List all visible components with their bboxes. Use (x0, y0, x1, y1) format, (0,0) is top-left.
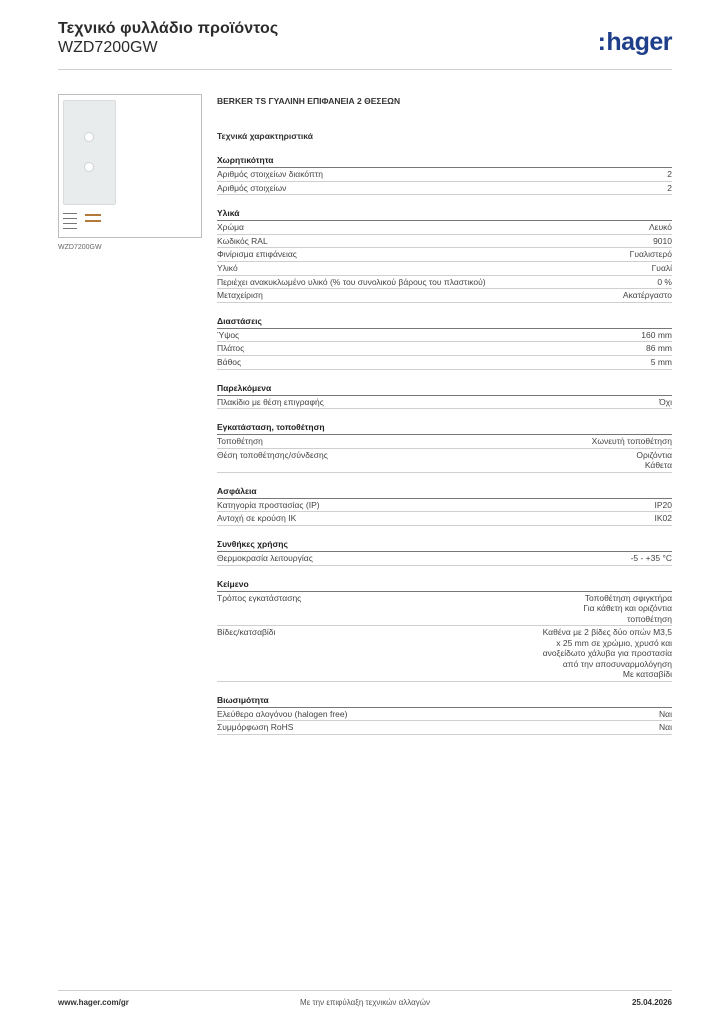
spec-value: Ναι (659, 722, 672, 733)
spec-value: 2 (667, 169, 672, 179)
footer-date: 25.04.2026 (631, 998, 672, 1007)
plate-hole-top (84, 132, 94, 142)
spec-value: -5 - +35 °C (630, 552, 672, 563)
spec-value: IP20 (654, 499, 672, 510)
page-header (58, 20, 672, 70)
thumbnail-caption: WZD7200GW (58, 244, 102, 251)
spec-value: Ακατέργαστο (622, 290, 672, 301)
spec-label: Τοποθέτηση (217, 436, 263, 447)
dimension-lines-icon (63, 213, 77, 233)
spec-group-title: Ασφάλεια (217, 486, 672, 499)
spec-group-title: Βιωσιμότητα (217, 695, 672, 708)
spec-value: Ναι (659, 708, 672, 719)
header-divider (58, 69, 672, 70)
spec-group-title: Παρελκόμενα (217, 383, 672, 396)
spec-row (217, 499, 672, 513)
spec-label: Συμμόρφωση RoHS (217, 722, 294, 733)
spec-row (217, 276, 672, 290)
spec-value: Τοποθέτηση σφιγκτήρα Για κάθετη και οριζόντια τοποθέτηση (583, 592, 672, 624)
spec-row (217, 221, 672, 235)
spec-label: Πλακίδιο με θέση επιγραφής (217, 396, 324, 407)
spec-group-title: Συνθήκες χρήσης (217, 539, 672, 552)
spec-value: 5 mm (650, 356, 672, 367)
logo-dots: : (597, 28, 606, 56)
spec-group-title: Διαστάσεις (217, 316, 672, 329)
spec-label: Ελεύθερο αλογόνου (halogen free) (217, 708, 348, 719)
glass-plate-image (63, 100, 116, 205)
spec-label: Περιέχει ανακυκλωμένο υλικό (% του συνολικού βάρους του πλαστικού) (217, 276, 486, 287)
spec-value: Όχι (659, 396, 672, 407)
spec-label: Τρόπος εγκατάστασης (217, 592, 302, 603)
spec-row (217, 262, 672, 276)
spec-value: Χωνευτή τοποθέτηση (591, 436, 672, 447)
spec-row (217, 356, 672, 370)
spec-group (217, 316, 672, 370)
spec-label: Θερμοκρασία λειτουργίας (217, 552, 313, 563)
spec-group (217, 208, 672, 303)
spec-content (217, 96, 672, 735)
spec-group-title: Χωρητικότητα (217, 155, 672, 168)
plate-hole-bottom (84, 162, 94, 172)
spec-group (217, 422, 672, 473)
spec-label: Αντοχή σε κρούση IK (217, 513, 297, 524)
spec-value: 9010 (653, 235, 672, 246)
spec-label: Χρώμα (217, 222, 244, 233)
spec-row (217, 168, 672, 182)
screw-icon (85, 214, 101, 228)
spec-group (217, 383, 672, 410)
spec-group-title: Υλικά (217, 208, 672, 221)
spec-value: IK02 (654, 513, 672, 524)
spec-row (217, 592, 672, 627)
spec-row (217, 626, 672, 682)
spec-row (217, 235, 672, 249)
spec-label: Κατηγορία προστασίας (IP) (217, 499, 320, 510)
spec-row (217, 342, 672, 356)
spec-label: Θέση τοποθέτησης/σύνδεσης (217, 449, 328, 460)
spec-value: 2 (667, 182, 672, 193)
spec-group-title: Εγκατάσταση, τοποθέτηση (217, 422, 672, 435)
product-thumbnail (58, 94, 202, 238)
spec-group (217, 579, 672, 682)
spec-value: 160 mm (641, 329, 672, 340)
product-title: BERKER TS ΓΥΑΛΙΝΗ ΕΠΙΦΑΝΕΙΑ 2 ΘΕΣΕΩΝ (217, 96, 401, 106)
footer-divider (58, 990, 672, 991)
spec-groups (217, 155, 672, 735)
spec-label: Βίδες/κατσαβίδι (217, 627, 276, 637)
spec-group-title: Κείμενο (217, 579, 672, 592)
footer-note: Με την επιφύλαξη τεχνικών αλλαγών (300, 998, 430, 1007)
spec-value: 0 % (657, 276, 672, 287)
spec-group (217, 155, 672, 195)
logo-text: hager (606, 28, 672, 56)
spec-group (217, 695, 672, 735)
page-footer (58, 998, 672, 1010)
spec-row (217, 435, 672, 449)
spec-row (217, 289, 672, 303)
spec-label: Αριθμός στοιχείων διακόπτη (217, 169, 323, 179)
spec-label: Αριθμός στοιχείων (217, 182, 287, 193)
hager-logo (598, 28, 672, 57)
spec-group (217, 486, 672, 526)
spec-value: Καθένα με 2 βίδες δύο οπών M3,5 x 25 mm σε χρώμιο, χρυσό και ανοξείδωτο χάλυβα για προστασία από την αποσυναρμολόγηση Με κατσαβίδι (542, 627, 672, 679)
spec-value: Οριζόντια Κάθετα (636, 449, 672, 471)
spec-label: Υλικό (217, 262, 238, 273)
spec-row (217, 449, 672, 473)
product-code: WZD7200GW (58, 39, 158, 56)
spec-label: Βάθος (217, 356, 242, 367)
spec-value: Λευκό (649, 222, 672, 233)
footer-website[interactable]: www.hager.com/gr (58, 998, 129, 1007)
spec-label: Πλάτος (217, 343, 245, 354)
spec-row (217, 512, 672, 526)
spec-row (217, 248, 672, 262)
section-title: Τεχνικά χαρακτηριστικά (217, 131, 313, 141)
spec-row (217, 552, 672, 566)
spec-label: Φινίρισμα επιφάνειας (217, 249, 297, 260)
spec-row (217, 396, 672, 410)
spec-row (217, 708, 672, 722)
spec-row (217, 182, 672, 196)
spec-value: Γυαλί (651, 262, 672, 273)
spec-label: Κωδικός RAL (217, 235, 268, 246)
spec-row (217, 721, 672, 735)
spec-value: Γυαλιστερό (629, 249, 672, 260)
document-title: Τεχνικό φυλλάδιο προϊόντος (58, 20, 279, 37)
spec-group (217, 539, 672, 566)
spec-label: Ύψος (217, 329, 240, 340)
spec-label: Μεταχείριση (217, 290, 263, 301)
spec-value: 86 mm (646, 343, 672, 354)
spec-row (217, 329, 672, 343)
